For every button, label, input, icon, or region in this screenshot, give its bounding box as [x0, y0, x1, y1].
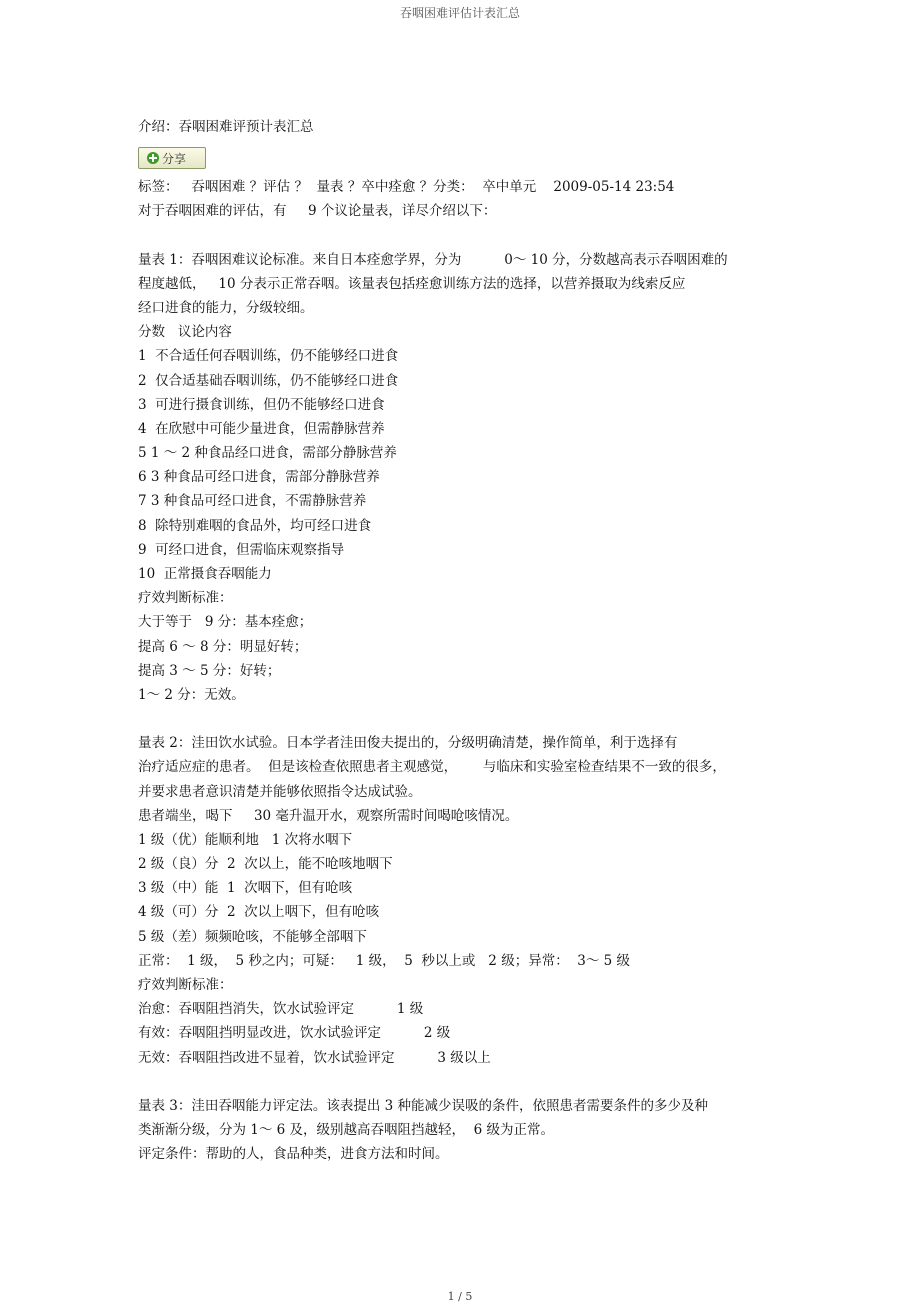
scale1-line: 提高 6 ～ 8 分：明显好转；: [138, 638, 308, 655]
scale2-line: 5 级（差）频频呛咳，不能够全部咽下: [138, 928, 367, 945]
scale1-line: 提高 3 ～ 5 分：好转；: [138, 662, 281, 679]
scale2-line: 患者端坐，喝下 30 毫升温开水，观察所需时间喝呛咳情况。: [138, 807, 519, 824]
scale1-line: 大于等于 9 分：基本痊愈；: [138, 614, 313, 631]
scale2-line: 并要求患者意识清楚并能够依照指令达成试验。: [138, 783, 422, 800]
scale1-line: 7 3 种食品可经口进食，不需静脉营养: [138, 493, 367, 510]
plus-icon: [147, 152, 159, 164]
scale2-line: 正常： 1 级， 5 秒之内；可疑： 1 级， 5 秒以上或 2 级；异常： 3～ 5 级: [138, 952, 631, 969]
scale1-line: 2 仅合适基础吞咽训练，仍不能够经口进食: [138, 372, 399, 389]
scale1-line: 经口进食的能力，分级较细。: [138, 299, 314, 316]
document-body: [138, 115, 778, 1166]
tags-line: 标签： 吞咽困难 ？评估 ？ 量表 ？卒中痊愈 ？分类： 卒中单元 2009-05-14 23:54: [138, 179, 675, 196]
scale2-line: 3 级（中）能 1 次咽下，但有呛咳: [138, 880, 353, 897]
page-number: 1 / 5: [447, 1290, 473, 1303]
scale1-line: 6 3 种食品可经口进食，需部分静脉营养: [138, 469, 380, 486]
scale1-line: 3 可进行摄食训练，但仍不能够经口进食: [138, 396, 385, 413]
scale-2-section: [138, 731, 778, 1070]
scale-1-section: [138, 248, 778, 708]
scale1-line: 9 可经口进食，但需临床观察指导: [138, 541, 345, 558]
scale1-line: 1 不合适任何吞咽训练，仍不能够经口进食: [138, 348, 399, 365]
intro-line: 介绍：吞咽困难评预计表汇总: [138, 119, 314, 135]
scale1-line: 5 1 ～ 2 种食品经口进食，需部分静脉营养: [138, 445, 397, 462]
scale2-line: 治愈：吞咽阻挡消失，饮水试验评定 1 级: [138, 1001, 424, 1018]
scale3-line: 量表 3：洼田吞咽能力评定法。该表提出 3 种能减少误吸的条件，依照患者需要条件的多少及种: [138, 1097, 709, 1114]
scale1-line: 4 在欣慰中可能少量进食，但需静脉营养: [138, 420, 385, 437]
share-label: 分享: [162, 151, 187, 166]
summary-line: 对于吞咽困难的评估，有 9 个议论量表，详尽介绍以下：: [138, 203, 497, 220]
scale1-line: 分数 议论内容: [138, 324, 232, 341]
scale1-line: 量表 1：吞咽困难议论标准。来自日本痊愈学界，分为 0～ 10 分，分数越高表示吞咽困难的: [138, 251, 728, 268]
share-button[interactable]: [138, 147, 206, 169]
scale1-line: 8 除特别难咽的食品外，均可经口进食: [138, 517, 372, 534]
page-header-title: 吞咽困难评估计表汇总: [399, 6, 520, 20]
scale-3-section: [138, 1094, 778, 1167]
scale3-line: 类渐渐分级，分为 1～ 6 及，级别越高吞咽阻挡越轻， 6 级为正常。: [138, 1121, 555, 1138]
scale1-line: 1～ 2 分：无效。: [138, 686, 245, 703]
scale2-line: 1 级（优）能顺利地 1 次将水咽下: [138, 831, 353, 848]
scale2-line: 量表 2：洼田饮水试验。日本学者洼田俊夫提出的，分级明确清楚，操作简单，利于选择有: [138, 735, 678, 752]
scale3-line: 评定条件：帮助的人，食品种类，进食方法和时间。: [138, 1146, 449, 1163]
scale1-line: 10 正常摄食吞咽能力: [138, 566, 272, 582]
scale1-line: 程度越低， 10 分表示正常吞咽。该量表包括痊愈训练方法的选择，以营养摄取为线索反应: [138, 275, 686, 292]
scale2-line: 2 级（良）分 2 次以上，能不呛咳地咽下: [138, 856, 393, 873]
scale2-line: 疗效判断标准：: [138, 977, 233, 993]
scale2-line: 4 级（可）分 2 次以上咽下，但有呛咳: [138, 904, 380, 921]
scale2-line: 治疗适应症的患者。 但是该检查依照患者主观感觉， 与临床和实验室检查结果不一致的很多，: [138, 759, 726, 776]
scale1-line: 疗效判断标准：: [138, 590, 233, 607]
scale2-line: 无效：吞咽阻挡改进不显着，饮水试验评定 3 级以上: [138, 1049, 491, 1066]
scale2-line: 有效：吞咽阻挡明显改进，饮水试验评定 2 级: [138, 1025, 451, 1042]
